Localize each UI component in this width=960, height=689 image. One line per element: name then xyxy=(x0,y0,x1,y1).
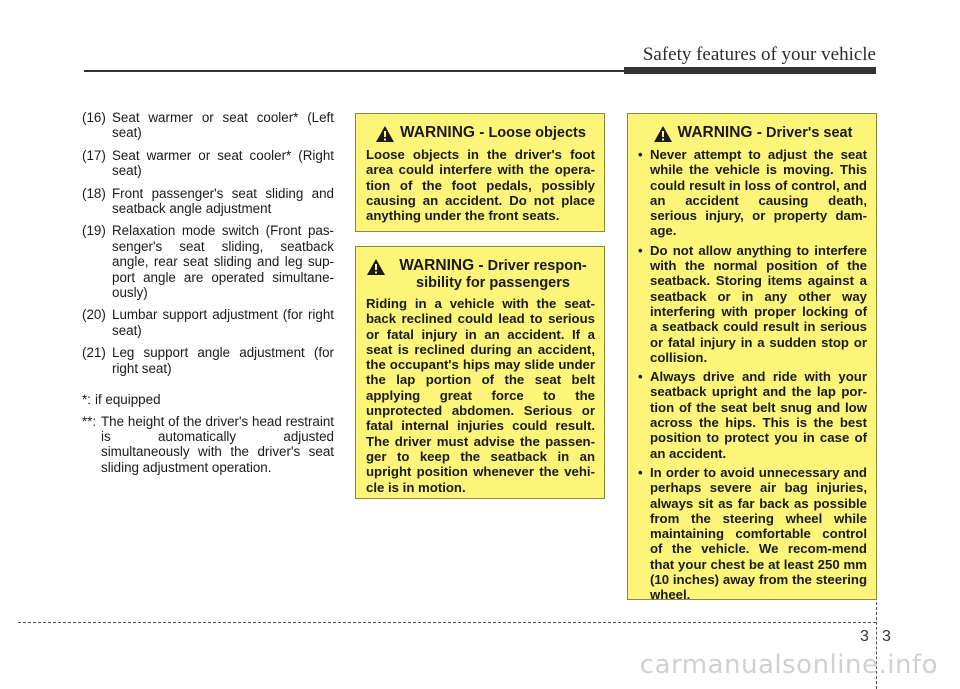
warning-triangle-icon xyxy=(366,258,386,276)
bullet-text: Do not allow anything to interfere with the normal position of the seatback. Storing items against a seatback or in any other way interfering with proper locking of a seatback could result in serious or fatal injury in a sudden stop or collision. xyxy=(650,242,867,365)
header-rule-thick xyxy=(624,67,876,74)
item-number: (18) xyxy=(82,185,106,201)
warning-header xyxy=(366,257,595,292)
warning-title xyxy=(678,124,853,142)
warning-subject: Driver's seat xyxy=(765,125,853,141)
item-number: (17) xyxy=(82,147,106,163)
item-number: (21) xyxy=(82,345,106,361)
item-number: (16) xyxy=(82,110,106,125)
warning-header xyxy=(638,124,867,143)
warning-subject: Loose objects xyxy=(488,125,586,141)
warning-title xyxy=(400,124,586,142)
bullet-dot-icon: • xyxy=(638,242,643,258)
list-item xyxy=(638,369,867,461)
list-item xyxy=(82,110,334,141)
item-text: Seat warmer or seat cooler* (Left seat) xyxy=(112,110,334,141)
warning-drivers-seat xyxy=(627,113,877,603)
warning-driver-responsibility xyxy=(355,246,605,499)
list-item xyxy=(82,345,334,376)
warning-title xyxy=(391,257,595,292)
page-header-title: Safety features of your vehicle xyxy=(642,44,876,65)
bullet-text: In order to avoid unnecessary and perhaps severe air bag injuries, always sit as far back as possible from the steering wheel while maintaining comfortable control of the vehicle. We recom-mend that your chest be at least 250 mm (10 inches) away from the steering wheel. xyxy=(650,464,867,603)
bullet-dot-icon: • xyxy=(638,369,643,385)
bullet-dot-icon: • xyxy=(638,464,643,480)
list-item xyxy=(638,147,867,239)
warning-triangle-icon xyxy=(653,125,673,143)
footnote-mark: **: xyxy=(82,413,97,429)
footer-dashed-rule xyxy=(18,622,876,623)
list-item xyxy=(82,148,334,179)
page-number: 3 xyxy=(882,628,891,645)
list-item xyxy=(82,186,334,217)
bullet-text: Never attempt to adjust the seat while the vehicle is moving. This could result in loss of control, and an accident causing death, serious injury, or property dam-age. xyxy=(650,147,867,239)
warning-body: Loose objects in the driver's foot area could interfere with the opera-tion of the foot pedals, possibly causing an accident. Do not place anything under the front seats. xyxy=(366,147,595,224)
controls-list xyxy=(82,110,334,475)
item-number: (19) xyxy=(82,223,106,239)
warning-bullet-list xyxy=(638,147,867,603)
item-text: Leg support angle adjustment (for right seat) xyxy=(112,345,334,376)
item-text: Lumbar support adjustment (for right seat) xyxy=(112,307,334,338)
warning-loose-objects xyxy=(355,113,605,232)
warning-word: WARNING - xyxy=(399,257,484,274)
footnote-mark: *: xyxy=(82,392,91,408)
watermark-text: carmanualsonline.info xyxy=(639,650,938,680)
list-item xyxy=(638,243,867,365)
warning-header xyxy=(366,124,595,143)
footnote-equipped xyxy=(82,392,334,407)
list-item xyxy=(82,307,334,338)
warning-word: WARNING - xyxy=(400,124,485,141)
warning-body: Riding in a vehicle with the seat-back reclined could lead to serious or fatal injury in an accident. If a seat is reclined during an accident, the occupant's hips may slide under the lap portion of the seat belt applying great force to the unprotected abdomen. Serious or fatal internal injuries could result. The driver must advise the passen-ger to keep the seatback in an upright position whenever the vehi-cle is in motion. xyxy=(366,296,595,495)
footnote-text: The height of the driver's head restraint is automatically adjusted simultaneously with the driver's seat sliding adjustment operation. xyxy=(101,413,334,475)
item-text: Front passenger's seat sliding and seatback angle adjustment xyxy=(112,185,334,217)
list-item xyxy=(638,465,867,603)
warning-subject: Driver respon-sibility for passengers xyxy=(416,258,587,291)
warning-triangle-icon xyxy=(375,125,395,143)
footnote-text: if equipped xyxy=(95,392,161,408)
footnote-head-restraint xyxy=(82,414,334,476)
list-item xyxy=(82,223,334,300)
item-number: (20) xyxy=(82,307,106,323)
bullet-text: Always drive and ride with your seatback upright and the lap por-tion of the seat belt snug and low across the hips. This is the best position to protect you in case of an accident. xyxy=(650,369,867,461)
chapter-number: 3 xyxy=(860,628,869,645)
header-rule-thin xyxy=(84,70,624,72)
warning-word: WARNING - xyxy=(677,124,762,141)
item-text: Seat warmer or seat cooler* (Right seat) xyxy=(112,147,334,179)
bullet-dot-icon: • xyxy=(638,147,643,162)
item-text: Relaxation mode switch (Front pas-senger's seat sliding, seatback angle, rear seat sliding and leg sup-port angle are operated simultane-ously) xyxy=(112,223,334,301)
